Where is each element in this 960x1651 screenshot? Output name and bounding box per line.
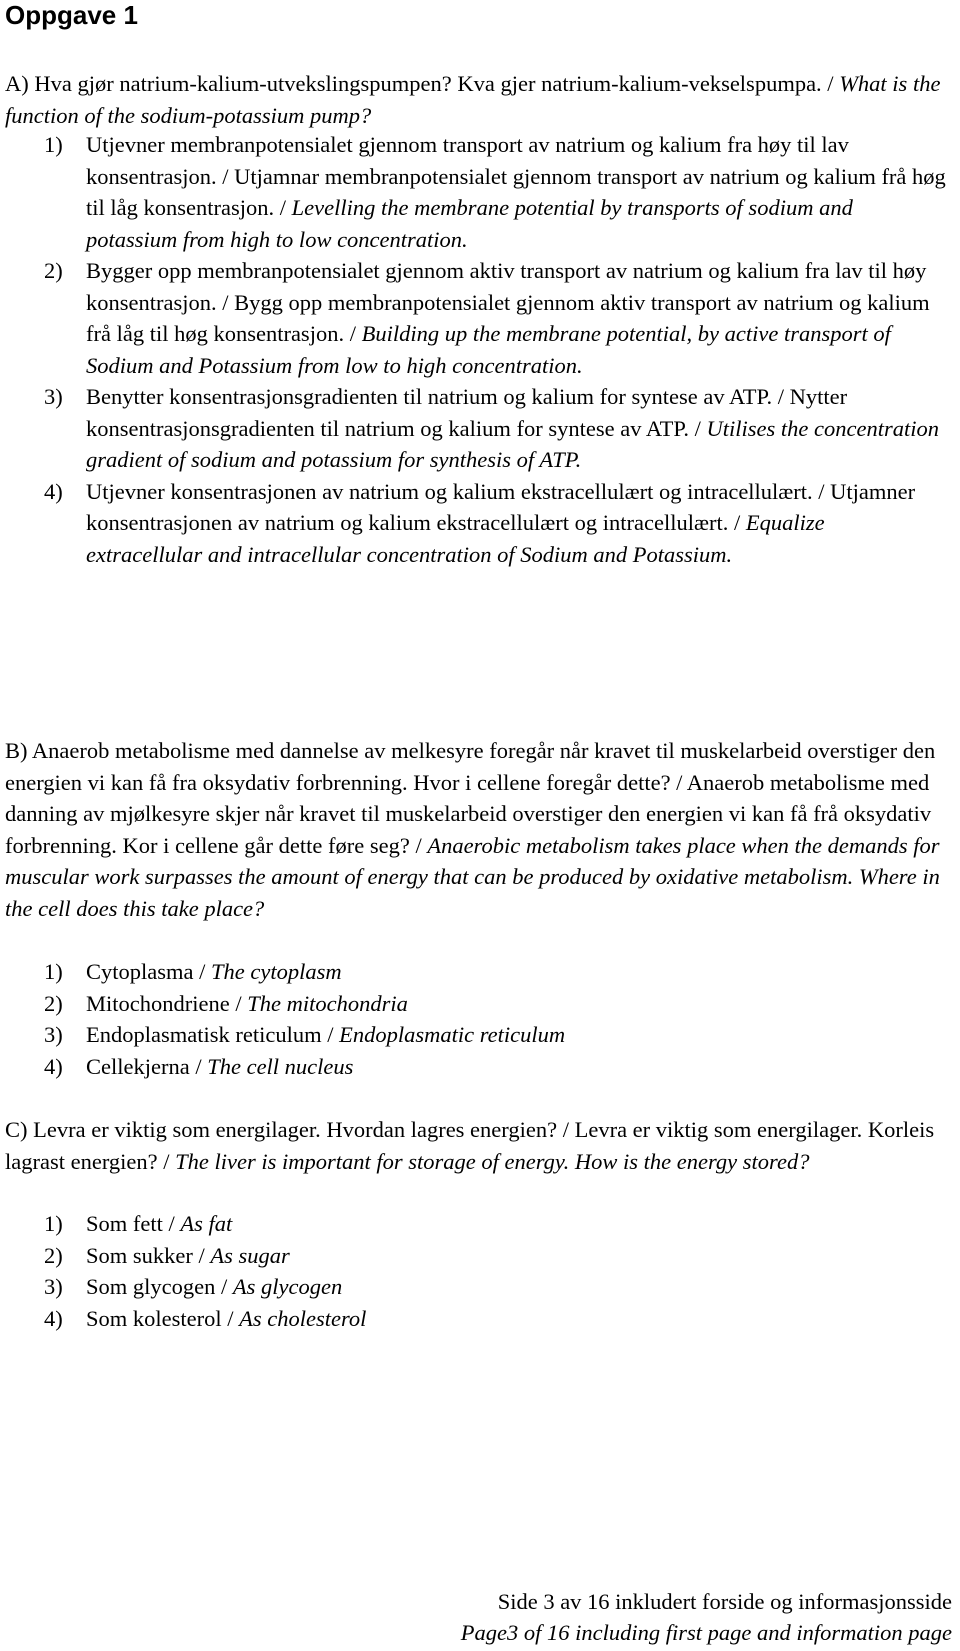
question-b-prompt <box>5 735 955 924</box>
alternative-a2 <box>44 255 952 381</box>
alternative-text-en: As fat <box>180 1211 233 1236</box>
alternative-text <box>86 476 952 571</box>
alternative-text-no: Utjevner membranpotensialet gjennom transport av natrium og kalium fra høy til lav konsentrasjon. / Utjamnar membranpotensialet gjennom transport av natrium og kalium frå høg til låg konsentrasjon. / <box>86 132 946 220</box>
alternative-number: 4) <box>44 1053 63 1079</box>
alternative-number: 4) <box>44 1305 63 1331</box>
page-title: Oppgave 1 <box>5 0 138 30</box>
alternative-text-en: The cell nucleus <box>207 1053 354 1079</box>
alternative-c4 <box>44 1303 952 1335</box>
alternative-c3 <box>44 1271 952 1303</box>
alternative-text-no: Som glycogen / <box>86 1274 233 1299</box>
alternative-text-no: Som kolesterol / <box>86 1305 240 1331</box>
alternative-number: 2) <box>44 990 63 1016</box>
alternative-text-en: The cytoplasm <box>211 959 342 984</box>
alternative-text-en: Levelling the membrane potential by transports of sodium and potassium from high to low concentration. <box>86 195 853 252</box>
alternative-number: 1) <box>44 132 63 157</box>
alternative-text-en: Building up the membrane potential, by active transport of Sodium and Potassium from low to high concentration. <box>86 321 891 378</box>
alternative-text <box>86 1303 952 1335</box>
alternative-text-no: Bygger opp membranpotensialet gjennom aktiv transport av natrium og kalium fra lav til høy konsentrasjon. / Bygg opp membranpotensialet gjennom aktiv transport av natrium og kalium frå låg til høg konsentrasjon. / <box>86 258 930 346</box>
alternative-number: 2) <box>44 1242 63 1268</box>
alternative-number: 2) <box>44 258 63 283</box>
alternative-text-no: Cytoplasma / <box>86 959 211 984</box>
alternative-b2 <box>44 988 952 1020</box>
alternative-text <box>86 381 952 476</box>
question-a-prompt-no: A) Hva gjør natrium-kalium-utvekslingspumpen? Kva gjer natrium-kalium-vekselspumpa. / <box>5 71 840 96</box>
alternative-text-no: Benytter konsentrasjonsgradienten til natrium og kalium for syntese av ATP. / Nytter konsentrasjonsgradienten til natrium og kalium for syntese av ATP. / <box>86 384 848 441</box>
alternative-number: 3) <box>44 1274 63 1299</box>
alternative-text <box>86 255 952 381</box>
alternative-b3 <box>44 1019 952 1051</box>
question-a-prompt-en: What is the function of the sodium-potassium pump? <box>5 71 941 128</box>
alternative-a4 <box>44 476 952 571</box>
alternative-text-en: As cholesterol <box>239 1305 367 1331</box>
alternative-c1 <box>44 1208 952 1240</box>
page-footer <box>461 1586 952 1648</box>
question-c-prompt-no: C) Levra er viktig som energilager. Hvordan lagres energien? / Levra er viktig som energilager. Korleis lagrast energien? / <box>5 1117 935 1174</box>
alternative-a3 <box>44 381 952 476</box>
alternative-text <box>86 1051 952 1083</box>
alternative-text-en: Endoplasmatic reticulum <box>339 1022 566 1047</box>
question-b-prompt-no: B) Anaerob metabolisme med dannelse av melkesyre foregår når kravet til muskelarbeid overstiger den energien vi kan få fra oksydativ forbrenning. Hvor i cellene foregår dette? / Anaerob metabolisme med danning av mjølkesyre skjer når kravet til muskelarbeid overstiger den energien vi kan få frå oksydativ forbrenning. Kor i cellene går dette føre seg? / <box>5 738 936 858</box>
question-b-prompt-en: Anaerobic metabolism takes place when the demands for muscular work surpasses the amount of energy that can be produced by oxidative metabolism. Where in the cell does this take place? <box>5 832 940 921</box>
alternative-b1 <box>44 956 952 988</box>
alternative-text-no: Utjevner konsentrasjonen av natrium og kalium ekstracellulært og intracellulært. / Utjamner konsentrasjonen av natrium og kalium ekstracellulært og intracellulært. / <box>86 478 916 535</box>
footer-page-number-no: Side 3 av 16 inkludert forside og informasjonsside <box>497 1589 952 1614</box>
alternative-c2 <box>44 1240 952 1272</box>
alternative-text <box>86 1019 952 1051</box>
alternative-text <box>86 129 952 255</box>
question-b-alternatives <box>44 956 952 1082</box>
footer-page-number-en <box>461 1617 952 1648</box>
question-a-alternatives <box>44 129 952 570</box>
alternative-number: 1) <box>44 959 63 984</box>
alternative-b4 <box>44 1051 952 1083</box>
alternative-text-en: As sugar <box>210 1242 290 1268</box>
question-c-alternatives <box>44 1208 952 1334</box>
footer-page-number-en-text: Page3 of 16 including first page and information page <box>460 1620 952 1645</box>
alternative-text-no: Mitochondriene / <box>86 990 248 1016</box>
question-a-prompt <box>5 68 955 131</box>
question-c-prompt <box>5 1114 955 1177</box>
alternative-text-no: Som sukker / <box>86 1242 211 1268</box>
alternative-a1 <box>44 129 952 255</box>
alternative-number: 4) <box>44 478 63 504</box>
alternative-text-en: Utilises the concentration gradient of sodium and potassium for synthesis of ATP. <box>86 415 939 472</box>
alternative-text <box>86 1208 952 1240</box>
alternative-text-en: As glycogen <box>232 1274 343 1299</box>
alternative-number: 3) <box>44 1022 63 1047</box>
question-c-prompt-en: The liver is important for storage of energy. How is the energy stored? <box>175 1148 810 1174</box>
alternative-text <box>86 988 952 1020</box>
alternative-number: 3) <box>44 384 63 409</box>
alternative-number: 1) <box>44 1211 63 1236</box>
alternative-text <box>86 1271 952 1303</box>
alternative-text-en: Equalize extracellular and intracellular concentration of Sodium and Potassium. <box>86 510 825 567</box>
alternative-text-en: The mitochondria <box>247 990 408 1016</box>
alternative-text-no: Som fett / <box>86 1211 181 1236</box>
alternative-text <box>86 1240 952 1272</box>
alternative-text <box>86 956 952 988</box>
alternative-text-no: Cellekjerna / <box>86 1053 208 1079</box>
alternative-text-no: Endoplasmatisk reticulum / <box>86 1022 340 1047</box>
